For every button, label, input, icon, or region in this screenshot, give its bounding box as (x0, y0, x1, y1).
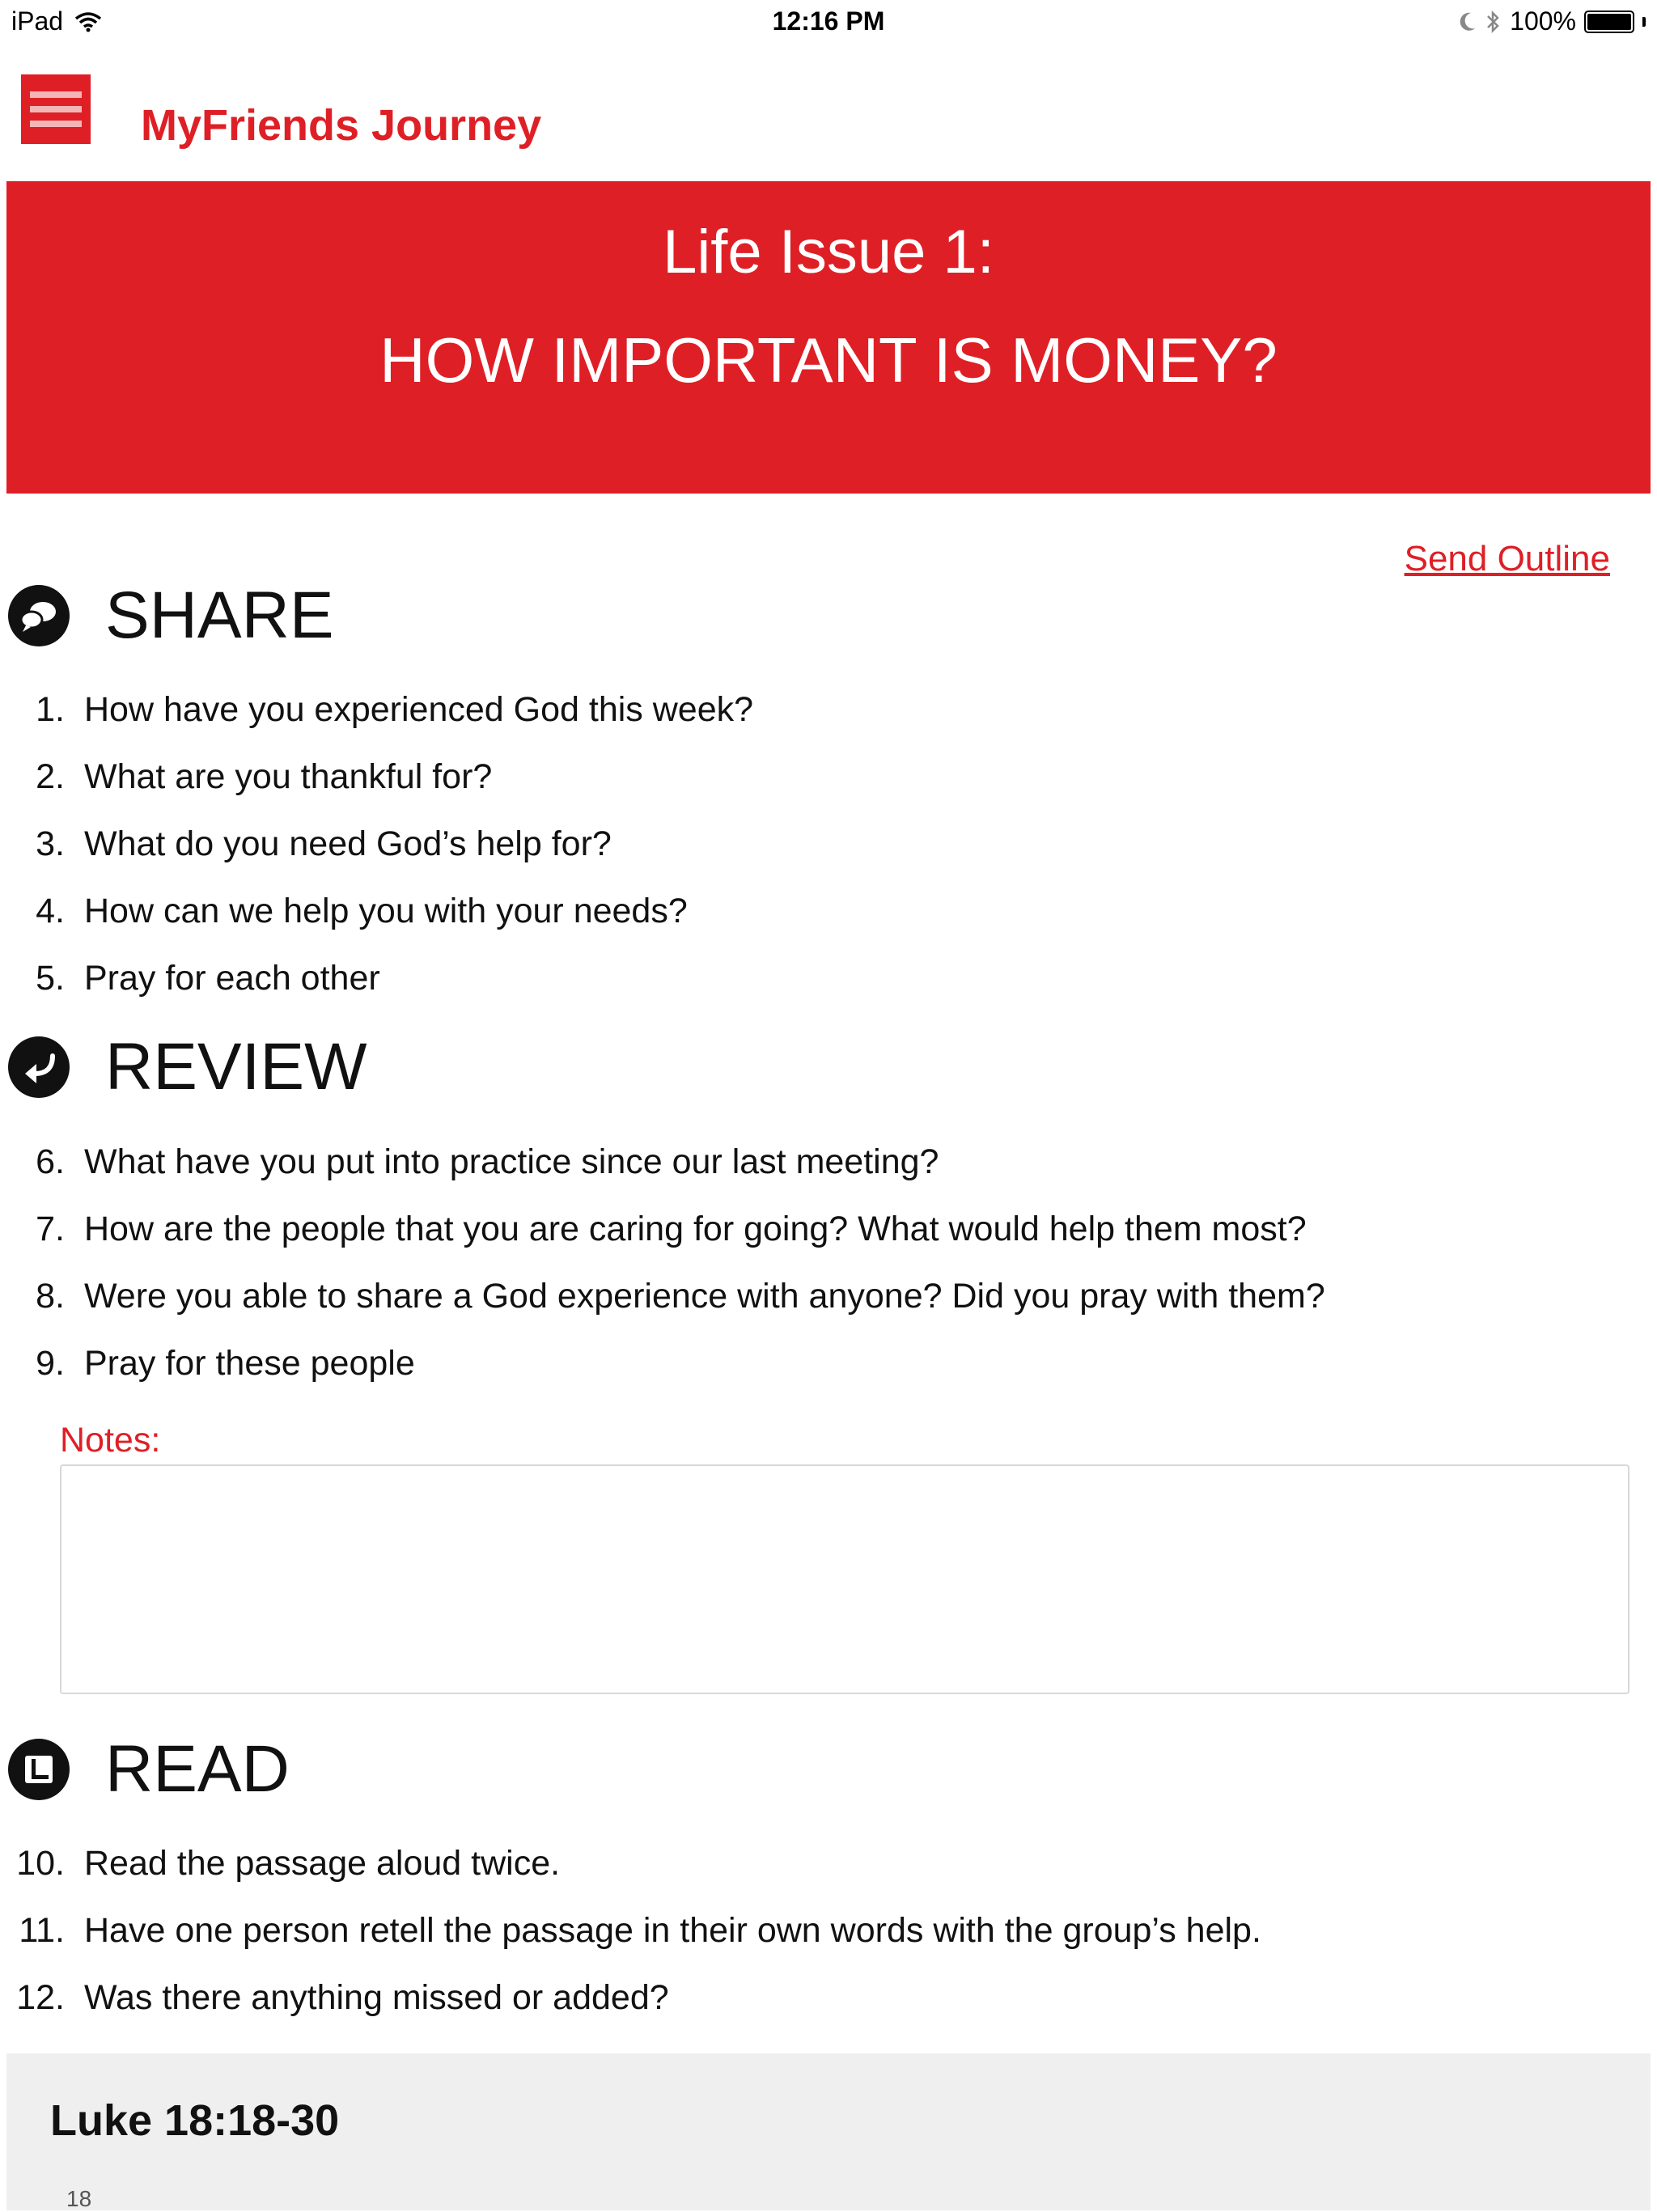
list-item (0, 878, 1657, 945)
item-text: What are you thankful for? (84, 757, 493, 796)
item-text: What have you put into practice since our last meeting? (84, 1142, 939, 1181)
chat-bubbles-icon (8, 585, 70, 646)
item-text: Were you able to share a God experience with anyone? Did you pray with them? (84, 1277, 1325, 1316)
menu-line-icon (30, 121, 82, 127)
book-icon (8, 1739, 70, 1800)
notes-field[interactable] (60, 1464, 1629, 1694)
banner-title: HOW IMPORTANT IS MONEY? (379, 324, 1278, 396)
return-arrow-icon (8, 1036, 70, 1098)
battery-percent: 100% (1510, 6, 1576, 36)
battery-tip (1642, 17, 1646, 27)
item-text: Was there anything missed or added? (84, 1978, 669, 2017)
item-number: 10. (16, 1844, 65, 1883)
send-outline-link[interactable]: Send Outline (1404, 539, 1610, 578)
item-text: Pray for these people (84, 1344, 415, 1383)
list-item (0, 1129, 1657, 1196)
read-section-header (8, 1733, 290, 1806)
item-text: What do you need God’s help for? (84, 824, 612, 863)
list-item (0, 1964, 1657, 2032)
item-number: 8. (36, 1277, 65, 1316)
share-title: SHARE (105, 578, 334, 652)
item-text: Read the passage aloud twice. (84, 1844, 561, 1883)
item-number: 7. (36, 1210, 65, 1248)
share-section-header (8, 579, 334, 652)
list-item (0, 811, 1657, 878)
list-item (0, 1196, 1657, 1263)
status-right (1456, 6, 1646, 36)
hamburger-menu-button[interactable] (21, 74, 91, 144)
item-number: 11. (19, 1911, 65, 1950)
status-bar (0, 0, 1657, 45)
status-time: 12:16 PM (772, 6, 885, 36)
read-title: READ (105, 1732, 290, 1806)
review-section-header (8, 1031, 367, 1104)
share-question-list (0, 676, 1657, 1012)
item-number: 6. (36, 1142, 65, 1181)
app-header (0, 45, 1657, 180)
battery-fill (1587, 14, 1631, 30)
item-text: Have one person retell the passage in their own words with the group’s help. (84, 1911, 1261, 1950)
passage-reference: Luke 18:18-30 (50, 2096, 340, 2145)
battery-icon (1584, 11, 1634, 33)
bluetooth-icon (1485, 10, 1502, 34)
item-text: How are the people that you are caring for going? What would help them most? (84, 1210, 1307, 1248)
item-number: 9. (36, 1344, 65, 1383)
moon-icon (1456, 11, 1477, 33)
item-number: 5. (36, 959, 65, 998)
read-question-list (0, 1830, 1657, 2032)
menu-line-icon (30, 91, 82, 98)
device-name: iPad (11, 6, 64, 36)
notes-label: Notes: (60, 1421, 161, 1460)
app-title: MyFriends Journey (141, 101, 542, 150)
passage-box (6, 2053, 1651, 2210)
list-item (0, 676, 1657, 744)
list-item (0, 1830, 1657, 1897)
review-question-list (0, 1129, 1657, 1397)
list-item (0, 1330, 1657, 1397)
list-item (0, 1897, 1657, 1964)
item-text: Pray for each other (84, 959, 380, 998)
list-item (0, 744, 1657, 811)
banner-subtitle: Life Issue 1: (663, 218, 994, 286)
menu-line-icon (30, 106, 82, 112)
list-item (0, 945, 1657, 1012)
item-number: 2. (36, 757, 65, 796)
lesson-banner (6, 181, 1651, 494)
passage-verse-number: 18 (66, 2186, 92, 2211)
list-item (0, 1263, 1657, 1330)
item-text: How have you experienced God this week? (84, 690, 754, 729)
item-text: How can we help you with your needs? (84, 892, 688, 930)
item-number: 12. (16, 1978, 65, 2017)
review-title: REVIEW (105, 1030, 367, 1104)
item-number: 3. (36, 824, 65, 863)
item-number: 4. (36, 892, 65, 930)
item-number: 1. (36, 690, 65, 729)
